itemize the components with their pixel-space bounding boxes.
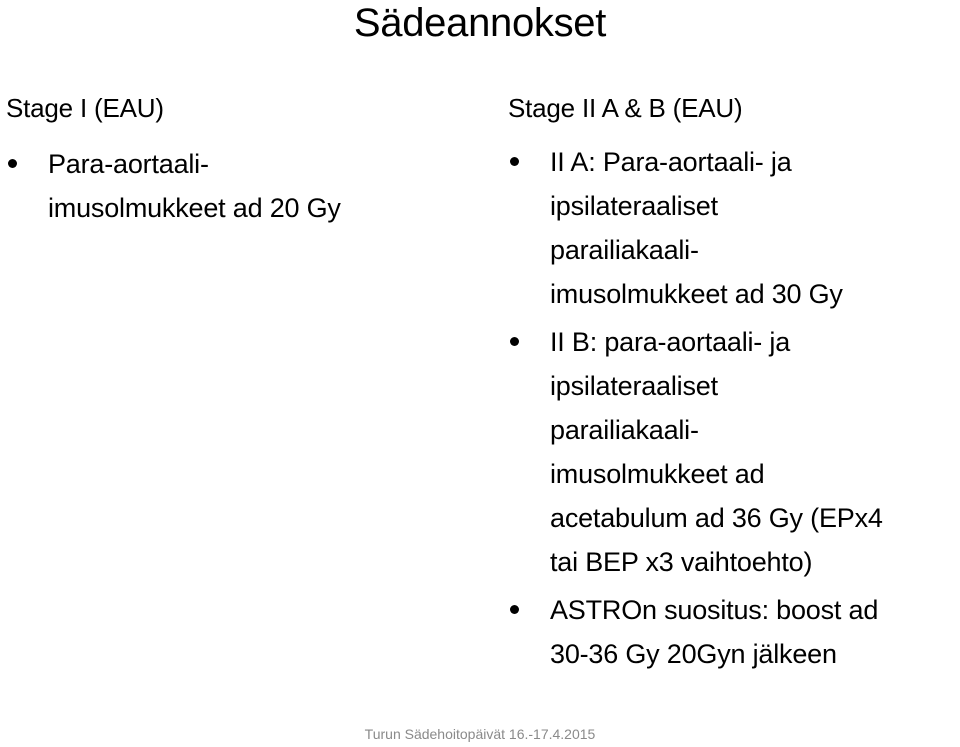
slide-title: Sädeannokset xyxy=(353,1,607,45)
bullet-item xyxy=(508,140,958,316)
bullet-line: ipsilateraaliset xyxy=(550,371,718,401)
slide-footer: Turun Sädehoitopäivät 16.-17.4.2015 xyxy=(364,726,596,742)
bullet-line: tai BEP x3 vaihtoehto) xyxy=(550,547,813,577)
bullet-line: imusolmukkeet ad 20 Gy xyxy=(48,193,341,223)
bullet-line: parailiakaali- xyxy=(550,415,699,445)
bullet-icon xyxy=(8,159,17,168)
left-column xyxy=(6,90,446,230)
bullet-line: 30-36 Gy 20Gyn jälkeen xyxy=(550,639,837,669)
bullet-line: II A: Para-aortaali- ja xyxy=(550,147,792,177)
bullet-item xyxy=(508,588,958,676)
left-column-heading: Stage I (EAU) xyxy=(6,93,164,123)
bullet-item xyxy=(508,320,958,584)
bullet-line: ASTROn suositus: boost ad xyxy=(550,595,879,625)
bullet-line: Para-aortaali- xyxy=(48,149,209,179)
bullet-item xyxy=(6,142,446,230)
bullet-line: II B: para-aortaali- ja xyxy=(550,327,791,357)
bullet-icon xyxy=(510,337,519,346)
right-column xyxy=(508,90,958,680)
right-column-heading: Stage II A & B (EAU) xyxy=(508,93,743,123)
bullet-line: imusolmukkeet ad xyxy=(550,459,765,489)
left-bullet-list xyxy=(6,142,446,230)
bullet-line: ipsilateraaliset xyxy=(550,191,718,221)
bullet-icon xyxy=(510,605,519,614)
bullet-line: acetabulum ad 36 Gy (EPx4 xyxy=(550,503,883,533)
bullet-icon xyxy=(510,157,519,166)
right-bullet-list xyxy=(508,140,958,676)
bullet-line: imusolmukkeet ad 30 Gy xyxy=(550,279,843,309)
bullet-line: parailiakaali- xyxy=(550,235,699,265)
